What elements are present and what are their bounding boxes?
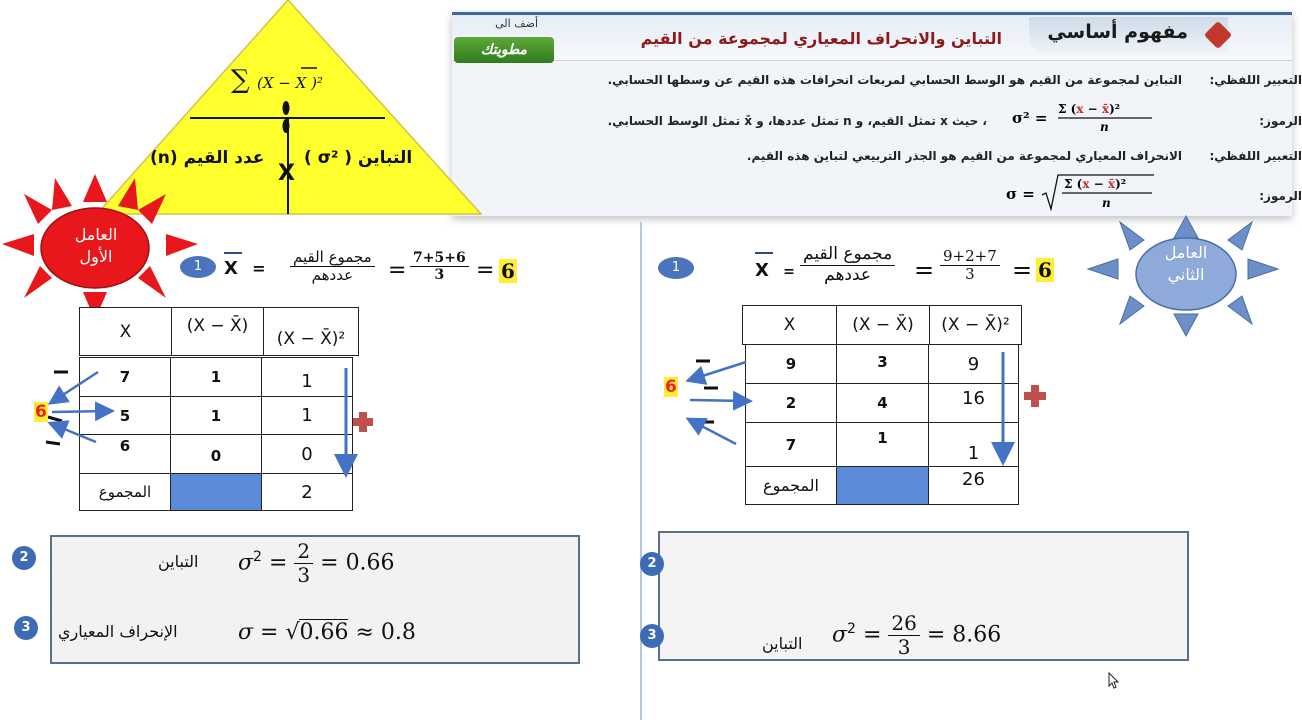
svg-text:σ² =: σ² = — [1012, 109, 1048, 127]
triangle-dot-lower — [283, 119, 290, 133]
second-row3-dev: 1 — [836, 422, 929, 467]
xbar-dash-2 — [48, 417, 62, 421]
second-plus-icon — [1024, 385, 1046, 407]
arrow-to-7 — [690, 420, 736, 444]
verbal-variance-label: التعبير اللفظي: — [1209, 73, 1302, 87]
first-row2-x: 5 — [79, 396, 171, 435]
second-calc-den: 3 — [965, 265, 975, 284]
second-variance-label: التباين — [762, 634, 803, 653]
first-std-value: 0.8 — [380, 620, 416, 645]
std-formula-svg — [1004, 171, 1164, 213]
second-header-x: X — [742, 305, 837, 345]
second-eq1: = — [914, 256, 935, 284]
first-sun-line1: العامل — [74, 225, 118, 244]
triangle-count-label: عدد القيم (n) — [150, 148, 265, 168]
first-header-sq: (X − X̄)² — [263, 307, 359, 356]
mouse-cursor-icon — [1108, 672, 1120, 690]
first-var-den: 3 — [297, 563, 311, 587]
second-step2-badge: 2 — [640, 552, 664, 576]
second-step3-badge: 3 — [640, 624, 664, 648]
first-std-formula: σ = √0.66 ≈ 0.8 — [238, 620, 416, 645]
concept-banner — [452, 12, 1302, 216]
second-frac-num: مجموع القيم — [800, 245, 895, 266]
second-variance-formula: $\sigma^2$ = $\frac{26}{3}$ = 8.66 — [832, 611, 1002, 659]
first-frac-num: مجموع القيم — [290, 249, 375, 267]
first-variance-formula: $\sigma^2$ = $\frac{2}{3}$ = 0.66 — [238, 539, 395, 587]
second-var-den: 3 — [897, 635, 911, 659]
second-var-value: 8.66 — [952, 622, 1002, 648]
svg-text:Σ (x − x̄)²: Σ (x − x̄)² — [1064, 177, 1127, 191]
first-step3-badge: 3 — [14, 616, 38, 640]
concept-tab: مفهوم أساسي — [1029, 17, 1228, 53]
arrow-to-7 — [52, 372, 98, 402]
first-sun-line2: الأول — [79, 247, 113, 266]
first-var-num: 2 — [294, 540, 313, 564]
first-calc-den: 3 — [434, 267, 445, 284]
first-row1-sq: 1 — [261, 357, 353, 397]
arrow-to-2 — [690, 400, 748, 401]
first-annotations — [28, 340, 388, 490]
second-xbar-equals: = — [783, 264, 795, 280]
second-row2-x: 2 — [745, 383, 837, 423]
arrow-to-5 — [52, 411, 110, 412]
second-row1-x: 9 — [745, 344, 837, 384]
verbal-std-text: الانحراف المعياري لمجموعة من القيم هو الجذر التربيعي لتباين هذه القيم. — [746, 149, 1182, 163]
second-annotations — [660, 340, 1060, 480]
second-eq2: = — [1012, 256, 1033, 284]
svg-text:n: n — [1102, 196, 1111, 210]
first-row1-dev: 1 — [170, 357, 262, 397]
xbar-dash-3 — [46, 442, 60, 444]
second-frac-den: عددهم — [824, 264, 872, 285]
second-sun-label — [1138, 242, 1234, 286]
first-mean-fraction — [290, 249, 375, 285]
first-xbar — [224, 258, 266, 279]
first-mean-marker: 6 — [35, 402, 47, 422]
first-var-value: 0.66 — [345, 550, 395, 576]
second-sun-line2: الثاني — [1167, 265, 1205, 284]
second-xbar-symbol: X — [755, 260, 769, 281]
std-symbol-formula — [1004, 171, 1164, 217]
second-xbar — [755, 260, 795, 281]
second-mean-marker: 6 — [665, 377, 677, 397]
triangle-top-formula: (X − X )² — [257, 74, 323, 92]
first-sun-label — [44, 224, 148, 268]
second-header-dev: (X − X̄) — [836, 305, 930, 345]
verbal-std-label: التعبير اللفظي: — [1209, 149, 1302, 163]
second-step1-badge: 1 — [658, 257, 694, 279]
second-calc-num: 9+2+7 — [940, 248, 1000, 266]
triangle-times: X — [278, 161, 295, 186]
second-mean-result: 6 — [1038, 258, 1052, 282]
verbal-variance-text: التباين لمجموعة من القيم هو الوسط الحسابي لمربعات انحرافات هذه القيم عن وسطها الحسابي. — [607, 73, 1182, 87]
second-row3-x: 7 — [745, 422, 837, 467]
svg-text:n: n — [1100, 120, 1109, 134]
symbols-variance-label: الرموز: — [1259, 114, 1302, 128]
first-row3-sq: 0 — [261, 434, 353, 474]
triangle-variance-label: التباين ( σ² ) — [304, 148, 413, 168]
second-sum-value: 26 — [928, 466, 1019, 505]
second-mean-fraction — [800, 245, 895, 285]
first-row1-x: 7 — [79, 357, 171, 397]
variance-symbol-formula — [1010, 99, 1160, 139]
first-row2-sq: 1 — [261, 396, 353, 435]
svg-text:Σ (x − x̄)²: Σ (x − x̄)² — [1058, 102, 1121, 116]
first-variance-label: التباين — [158, 552, 199, 571]
first-std-label: الإنحراف المعياري — [58, 622, 178, 641]
second-sun-line1: العامل — [1164, 243, 1208, 262]
first-xbar-equals: = — [252, 259, 266, 278]
variance-formula-svg — [1010, 99, 1160, 135]
symbols-variance-text: ، حيث x تمثل القيم، و n تمثل عددها، و x̄ تمثل الوسط الحسابي. — [607, 114, 987, 128]
section-divider — [640, 222, 642, 720]
first-row3-x: 6 — [79, 434, 171, 474]
second-calc-fraction — [940, 248, 1000, 284]
first-frac-den: عددهم — [311, 266, 354, 285]
first-sum-value: 2 — [261, 473, 353, 511]
banner-title: التباين والانحراف المعياري لمجموعة من القيم — [640, 29, 1002, 48]
first-eq1: = — [388, 258, 407, 283]
symbols-std-label: الرموز: — [1259, 189, 1302, 203]
add-to-label: أضف الى — [495, 17, 538, 30]
first-step2-badge: 2 — [12, 546, 36, 570]
first-eq2: = — [476, 258, 495, 283]
second-var-num: 26 — [888, 612, 919, 636]
second-row2-sq: 16 — [928, 383, 1019, 423]
first-xbar-symbol: X — [224, 258, 238, 279]
triangle-dot-upper — [283, 101, 290, 115]
first-step1-badge: 1 — [180, 256, 216, 278]
sum-sigma: ∑ — [231, 65, 250, 95]
first-header-x: X — [79, 307, 172, 356]
second-header-sq: (X − X̄)² — [929, 305, 1022, 345]
first-mean-result: 6 — [501, 259, 515, 283]
first-header-dev: (X − X̄) — [171, 307, 264, 356]
add-to-notebook-button[interactable]: مطويتك — [454, 37, 554, 63]
first-std-radicand: 0.66 — [299, 620, 349, 645]
first-sum-label: المجموع — [79, 473, 171, 511]
second-row3-sq: 1 — [928, 422, 1019, 467]
arrow-to-9 — [690, 362, 746, 380]
first-row2-dev: 1 — [170, 396, 262, 435]
first-plus-icon — [353, 412, 373, 432]
second-row1-dev: 3 — [836, 344, 929, 384]
second-row1-sq: 9 — [928, 344, 1019, 384]
second-sum-label: المجموع — [745, 466, 837, 505]
second-row2-dev: 4 — [836, 383, 929, 423]
first-calc-num: 7+5+6 — [410, 250, 469, 267]
arrow-to-6 — [52, 424, 96, 442]
svg-text:σ =: σ = — [1006, 185, 1035, 203]
first-row3-dev: 0 — [170, 434, 262, 474]
first-calc-fraction — [410, 250, 469, 283]
